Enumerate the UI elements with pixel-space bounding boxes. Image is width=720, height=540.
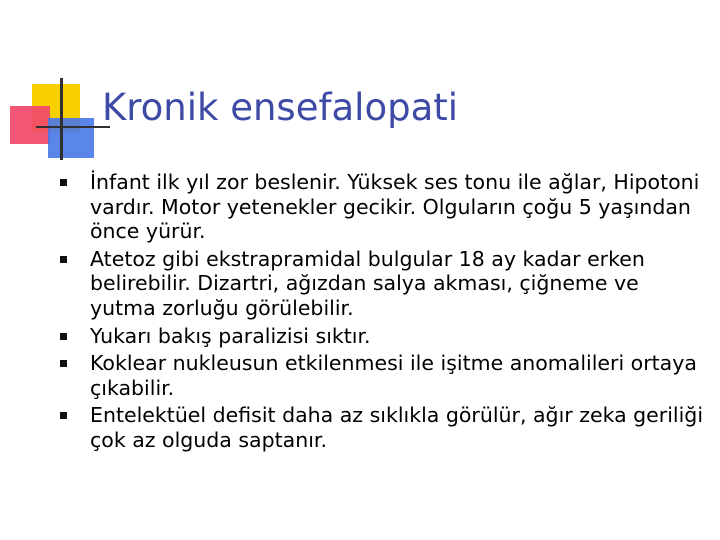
square-bullet-icon	[60, 179, 67, 186]
bullet-item	[58, 351, 708, 400]
bullet-text: İnfant ilk yıl zor beslenir. Yüksek ses tonu ile ağlar, Hipotoni vardır. Motor yetenekler gecikir. Olguların çoğu 5 yaşından önce yürür.	[90, 170, 700, 244]
square-bullet-icon	[60, 412, 67, 419]
bullet-text: Entelektüel defisit daha az sıklıkla görülür, ağır zeka geriliği çok az olguda saptanır.	[90, 403, 704, 452]
bullet-text: Koklear nukleusun etkilenmesi ile işitme anomalileri ortaya çıkabilir.	[90, 351, 697, 400]
square-bullet-icon	[60, 360, 67, 367]
bullet-item	[58, 403, 708, 452]
bullet-list	[58, 170, 708, 456]
bullet-item	[58, 247, 708, 321]
bullet-text: Atetoz gibi ekstrapramidal bulgular 18 ay kadar erken belirebilir. Dizartri, ağızdan salya akması, çiğneme ve yutma zorluğu görülebilir.	[90, 246, 645, 320]
slide-logo	[0, 0, 110, 170]
bullet-item	[58, 170, 708, 244]
logo-red-square	[10, 106, 50, 144]
bullet-text: Yukarı bakış paralizisi sıktır.	[90, 323, 371, 348]
logo-vertical-line	[60, 78, 63, 160]
logo-blue-square	[48, 118, 94, 158]
square-bullet-icon	[60, 333, 67, 340]
logo-horizontal-line	[36, 126, 110, 128]
square-bullet-icon	[60, 256, 67, 263]
slide-title: Kronik ensefalopati	[102, 86, 459, 129]
bullet-item	[58, 324, 708, 349]
